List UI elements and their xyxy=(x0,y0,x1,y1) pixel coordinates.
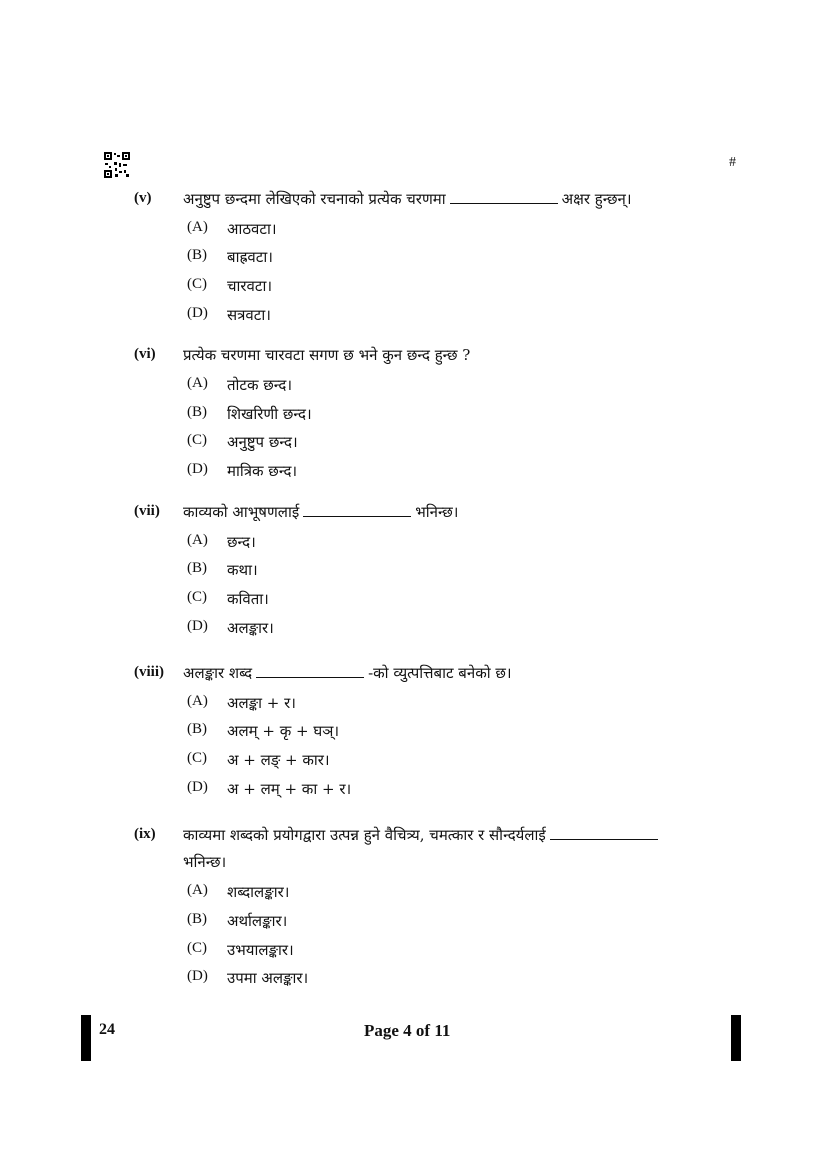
option[interactable] xyxy=(0,721,827,743)
option[interactable] xyxy=(0,560,827,582)
answer-blank xyxy=(450,202,558,204)
option[interactable] xyxy=(0,618,827,640)
question-text-before: अलङ्कार शब्द xyxy=(183,664,253,682)
question-text-after: अक्षर हुन्छन्। xyxy=(561,190,632,208)
option[interactable] xyxy=(0,940,827,962)
option-label: (D) xyxy=(187,305,208,321)
option[interactable] xyxy=(0,532,827,554)
option-text: बाह्रवटा। xyxy=(227,248,273,266)
page-number: Page 4 of 11 xyxy=(364,1021,451,1040)
page-code: 24 xyxy=(99,1021,115,1038)
option-text: सत्रवटा। xyxy=(227,306,271,324)
option-text: तोटक छन्द। xyxy=(227,376,293,394)
question-text-after: भनिन्छ। xyxy=(415,503,459,521)
option-label: (B) xyxy=(187,911,207,927)
option-label: (B) xyxy=(187,247,207,263)
option-text: मात्रिक छन्द। xyxy=(227,462,298,480)
option-label: (B) xyxy=(187,560,207,576)
option-text: अ + लङ् + कार। xyxy=(227,751,330,769)
option-label: (A) xyxy=(187,532,208,548)
question-text-before: काव्यको आभूषणलाई xyxy=(183,503,300,521)
option-label: (B) xyxy=(187,404,207,420)
qr-code-icon xyxy=(104,152,130,178)
option-text: कथा। xyxy=(227,561,258,579)
option-text: अलम् + कृ + घञ्। xyxy=(227,722,340,740)
option-label: (C) xyxy=(187,276,207,292)
option[interactable] xyxy=(0,461,827,483)
option[interactable] xyxy=(0,882,827,904)
option-label: (C) xyxy=(187,750,207,766)
footer-right-bar xyxy=(731,1015,741,1061)
option-text: आठवटा। xyxy=(227,220,277,238)
question-text-line2: भनिन्छ। xyxy=(183,853,227,871)
option-text: अलङ्कार। xyxy=(227,619,274,637)
question-text xyxy=(183,663,512,683)
answer-blank xyxy=(256,676,364,678)
option-text: उपमा अलङ्कार। xyxy=(227,969,309,987)
option[interactable] xyxy=(0,693,827,715)
option-text: अनुष्टुप छन्द। xyxy=(227,433,298,451)
option-text: उभयालङ्कार। xyxy=(227,941,294,959)
option-text: अर्थालङ्कार। xyxy=(227,912,288,930)
option-label: (C) xyxy=(187,589,207,605)
question-text-before: अनुष्टुप छन्दमा लेखिएको रचनाको प्रत्येक चरणमा xyxy=(183,190,446,208)
option-text: शिखरिणी छन्द। xyxy=(227,405,312,423)
question-text: प्रत्येक चरणमा चारवटा सगण छ भने कुन छन्द हुन्छ ? xyxy=(183,346,471,364)
footer-left-bar xyxy=(81,1015,91,1061)
option-label: (D) xyxy=(187,779,208,795)
option-text: कविता। xyxy=(227,590,269,608)
option[interactable] xyxy=(0,968,827,990)
option[interactable] xyxy=(0,375,827,397)
page-marker: # xyxy=(729,155,736,170)
question-text xyxy=(183,189,632,209)
option-label: (C) xyxy=(187,940,207,956)
option-text: अलङ्का + र। xyxy=(227,694,296,712)
question-text xyxy=(183,825,662,845)
option-text: शब्दालङ्कार। xyxy=(227,883,290,901)
option[interactable] xyxy=(0,589,827,611)
option-label: (A) xyxy=(187,693,208,709)
option-label: (A) xyxy=(187,219,208,235)
option-label: (B) xyxy=(187,721,207,737)
option-label: (D) xyxy=(187,968,208,984)
option[interactable] xyxy=(0,276,827,298)
question-number: (v) xyxy=(134,190,152,206)
question-number: (ix) xyxy=(134,826,156,842)
question-number: (viii) xyxy=(134,664,164,680)
option-label: (D) xyxy=(187,461,208,477)
answer-blank xyxy=(303,515,411,517)
option-text: अ + लम् + का + र। xyxy=(227,780,352,798)
option[interactable] xyxy=(0,219,827,241)
question-text-after: -को व्युत्पत्तिबाट बनेको छ। xyxy=(368,664,512,682)
question-text xyxy=(183,502,458,522)
question-number: (vi) xyxy=(134,346,156,362)
option-text: चारवटा। xyxy=(227,277,273,295)
option-label: (C) xyxy=(187,432,207,448)
option[interactable] xyxy=(0,911,827,933)
option-text: छन्द। xyxy=(227,533,256,551)
option[interactable] xyxy=(0,750,827,772)
question-number: (vii) xyxy=(134,503,160,519)
option[interactable] xyxy=(0,779,827,801)
option[interactable] xyxy=(0,404,827,426)
question-text-before: काव्यमा शब्दको प्रयोगद्वारा उत्पन्न हुने वैचित्र्य, चमत्कार र सौन्दर्यलाई xyxy=(183,826,546,844)
option[interactable] xyxy=(0,432,827,454)
option-label: (A) xyxy=(187,882,208,898)
option-label: (A) xyxy=(187,375,208,391)
answer-blank xyxy=(550,838,658,840)
option[interactable] xyxy=(0,247,827,269)
option-label: (D) xyxy=(187,618,208,634)
option[interactable] xyxy=(0,305,827,327)
